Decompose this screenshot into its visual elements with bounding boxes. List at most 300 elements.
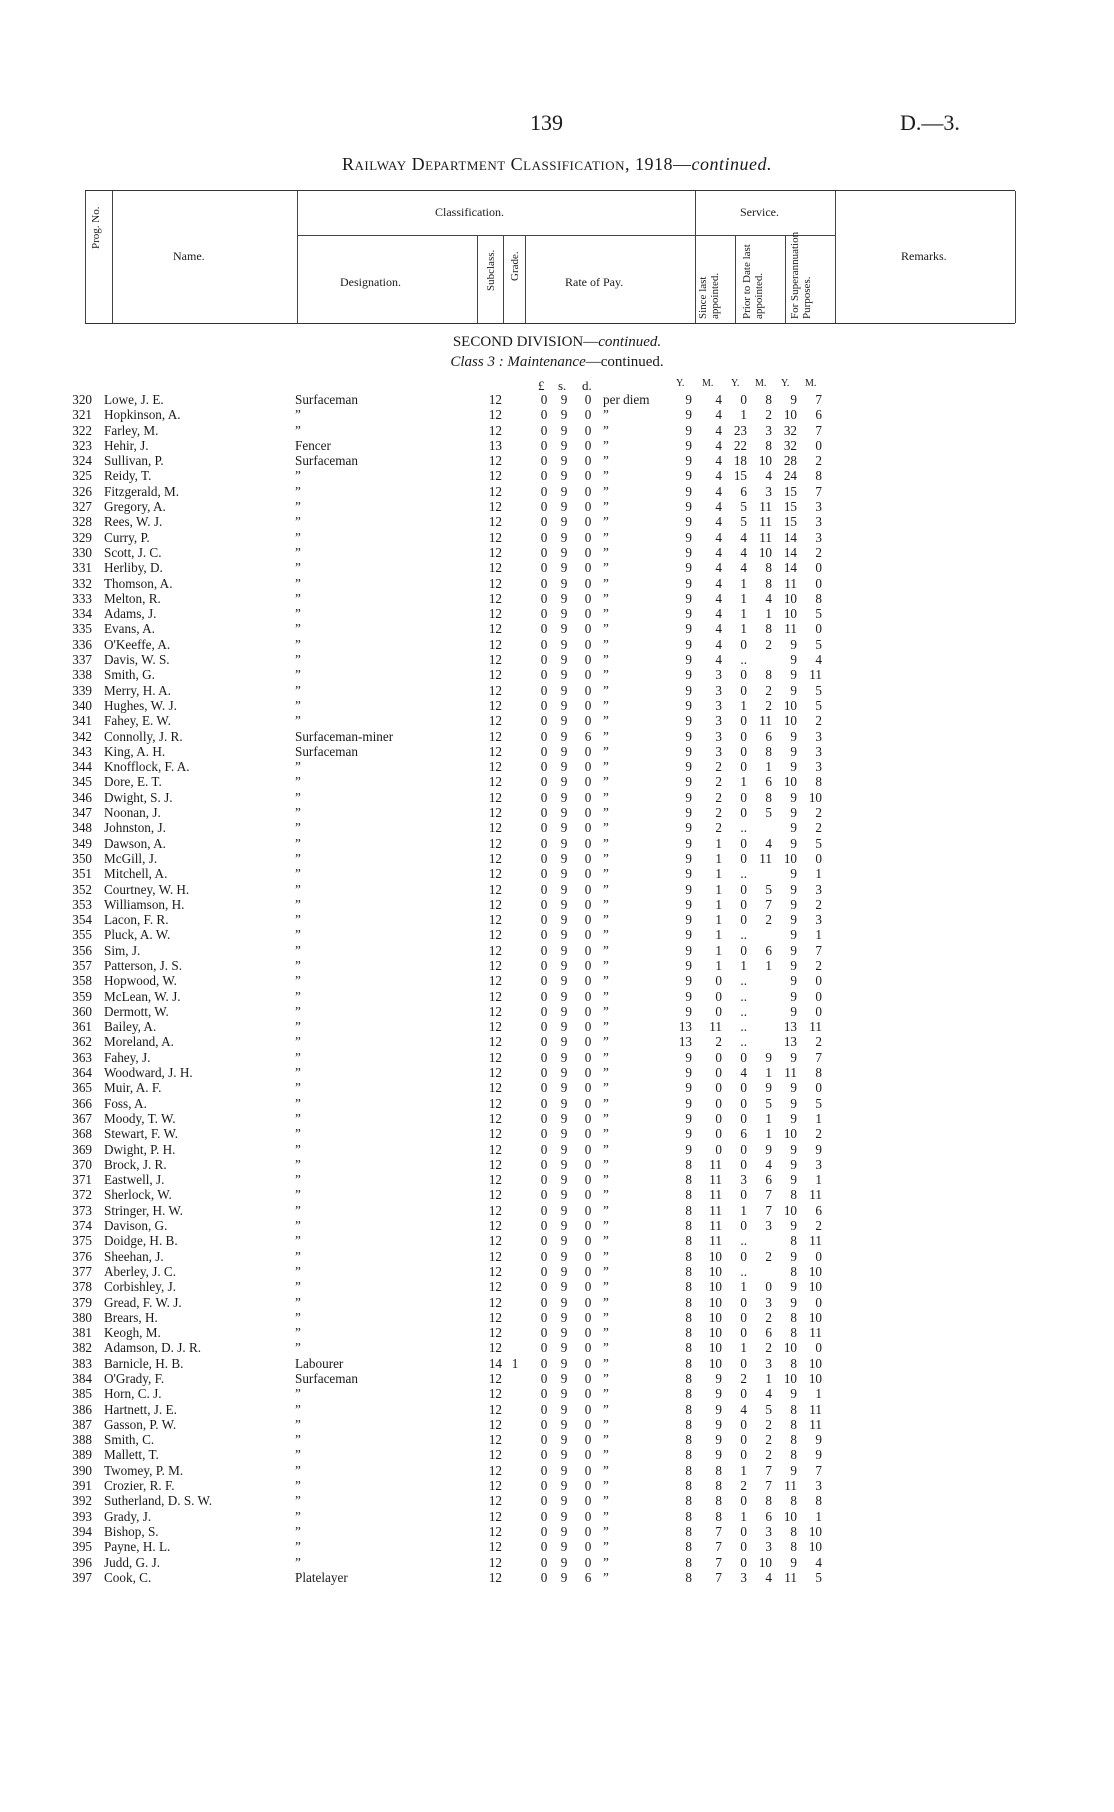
since-last-months: 9 xyxy=(715,1386,722,1402)
subclass: 12 xyxy=(488,942,502,958)
super-years: 10 xyxy=(783,1202,797,1218)
pay-shillings: 9 xyxy=(560,912,568,928)
since-last-months: 2 xyxy=(715,774,722,790)
table-row xyxy=(0,1356,1114,1371)
super-years: 15 xyxy=(783,483,797,499)
prog-no: 321 xyxy=(72,407,92,423)
since-last-months: 4 xyxy=(715,560,722,576)
prior-years: 0 xyxy=(740,713,747,729)
since-last-years: 9 xyxy=(685,422,692,438)
since-last-years: 9 xyxy=(685,881,692,897)
table-row xyxy=(0,1187,1114,1202)
super-months: 0 xyxy=(815,850,822,866)
designation: ” xyxy=(295,1080,301,1096)
pay-shillings: 9 xyxy=(560,1416,568,1432)
pay-shillings: 9 xyxy=(560,1126,568,1142)
pay-pence: 0 xyxy=(584,805,592,821)
prior-years: 22 xyxy=(733,437,747,453)
pay-pounds: 0 xyxy=(540,881,548,897)
super-months: 7 xyxy=(815,1462,822,1478)
prog-no: 354 xyxy=(72,912,92,928)
since-last-years: 9 xyxy=(685,988,692,1004)
pay-pounds: 0 xyxy=(540,912,548,928)
subclass: 12 xyxy=(488,1462,502,1478)
pay-pounds: 0 xyxy=(540,652,548,668)
since-last-years: 9 xyxy=(685,743,692,759)
super-months: 11 xyxy=(809,1325,822,1341)
pay-period: ” xyxy=(603,728,609,744)
pay-period: ” xyxy=(603,468,609,484)
since-last-months: 4 xyxy=(715,499,722,515)
pay-shillings: 9 xyxy=(560,927,568,943)
since-last-years: 9 xyxy=(685,820,692,836)
prior-months: 4 xyxy=(765,835,772,851)
pay-period: ” xyxy=(603,636,609,652)
pay-pounds: 0 xyxy=(540,1126,548,1142)
pay-pence: 0 xyxy=(584,759,592,775)
since-last-months: 3 xyxy=(715,713,722,729)
prior-years: 0 xyxy=(740,1325,747,1341)
super-years: 10 xyxy=(783,1126,797,1142)
table-row xyxy=(0,1019,1114,1034)
since-last-years: 9 xyxy=(685,713,692,729)
pay-shillings: 9 xyxy=(560,1080,568,1096)
subclass: 12 xyxy=(488,1141,502,1157)
pay-period: ” xyxy=(603,881,609,897)
title-continued: continued. xyxy=(691,154,772,174)
since-last-months: 2 xyxy=(715,1034,722,1050)
since-last-years: 9 xyxy=(685,1080,692,1096)
grade: 1 xyxy=(511,1355,519,1371)
designation: ” xyxy=(295,1187,301,1203)
since-last-years: 9 xyxy=(685,697,692,713)
prog-no: 359 xyxy=(72,988,92,1004)
employee-name: Sim, J. xyxy=(104,942,141,958)
prog-no: 393 xyxy=(72,1508,92,1524)
pay-shillings: 9 xyxy=(560,1065,568,1081)
super-years: 9 xyxy=(790,1248,797,1264)
prior-years: 0 xyxy=(740,1386,747,1402)
prior-months: 9 xyxy=(765,1080,772,1096)
table-row xyxy=(0,1126,1114,1141)
subclass: 12 xyxy=(488,621,502,637)
prog-no: 374 xyxy=(72,1218,92,1234)
prog-no: 379 xyxy=(72,1294,92,1310)
designation: ” xyxy=(295,713,301,729)
subclass: 14 xyxy=(488,1355,502,1371)
prior-years: 1 xyxy=(740,1202,747,1218)
prog-no: 360 xyxy=(72,1003,92,1019)
employee-name: Dawson, A. xyxy=(104,835,166,851)
pay-period: ” xyxy=(603,697,609,713)
prior-years: 2 xyxy=(740,1478,747,1494)
subclass: 12 xyxy=(488,1049,502,1065)
prior-months: 11 xyxy=(759,514,772,530)
pay-shillings: 9 xyxy=(560,1539,568,1555)
prog-no: 331 xyxy=(72,560,92,576)
prog-no: 396 xyxy=(72,1554,92,1570)
pay-shillings: 9 xyxy=(560,850,568,866)
pay-pence: 0 xyxy=(584,1172,592,1188)
pay-pence: 0 xyxy=(584,544,592,560)
pay-period: ” xyxy=(603,422,609,438)
table-row xyxy=(0,989,1114,1004)
pay-period: ” xyxy=(603,652,609,668)
since-last-months: 1 xyxy=(715,866,722,882)
prior-months: 7 xyxy=(765,1462,772,1478)
pay-pence: 6 xyxy=(584,1569,592,1585)
designation: ” xyxy=(295,1279,301,1295)
designation: Surfaceman xyxy=(295,453,358,469)
prior-months: 4 xyxy=(765,1156,772,1172)
employee-name: McLean, W. J. xyxy=(104,988,181,1004)
subclass: 12 xyxy=(488,820,502,836)
pay-pence: 0 xyxy=(584,1141,592,1157)
table-row xyxy=(0,1233,1114,1248)
designation: ” xyxy=(295,529,301,545)
since-last-years: 8 xyxy=(685,1371,692,1386)
pay-pounds: 0 xyxy=(540,1554,548,1570)
pay-pounds: 0 xyxy=(540,1279,548,1295)
prior-months: 9 xyxy=(765,1141,772,1157)
pay-period: ” xyxy=(603,606,609,622)
pay-period: ” xyxy=(603,1386,609,1402)
super-months: 8 xyxy=(815,1065,822,1081)
super-months: 3 xyxy=(815,728,822,744)
prog-no: 357 xyxy=(72,957,92,973)
pay-pounds: 0 xyxy=(540,759,548,775)
pay-pounds: 0 xyxy=(540,392,548,407)
table-row xyxy=(0,1310,1114,1325)
prior-months: 8 xyxy=(765,575,772,591)
pay-shillings: 9 xyxy=(560,529,568,545)
pay-pence: 0 xyxy=(584,1294,592,1310)
super-months: 5 xyxy=(815,697,822,713)
super-months: 5 xyxy=(815,1569,822,1585)
prog-no: 363 xyxy=(72,1049,92,1065)
super-months: 10 xyxy=(808,1355,822,1371)
designation: ” xyxy=(295,1218,301,1234)
super-months: 3 xyxy=(815,743,822,759)
pay-pounds: 0 xyxy=(540,1309,548,1325)
employee-name: Davis, W. S. xyxy=(104,652,170,668)
pay-pounds: 0 xyxy=(540,1462,548,1478)
prior-years: 0 xyxy=(740,1110,747,1126)
prog-no: 333 xyxy=(72,590,92,606)
prior-months: 10 xyxy=(758,1554,772,1570)
pay-pounds: 0 xyxy=(540,422,548,438)
super-years: 10 xyxy=(783,697,797,713)
service-header: Service. xyxy=(740,205,779,219)
table-row xyxy=(0,1555,1114,1570)
subclass: 12 xyxy=(488,636,502,652)
pay-pence: 0 xyxy=(584,407,592,423)
pay-shillings: 9 xyxy=(560,774,568,790)
employee-name: Connolly, J. R. xyxy=(104,728,183,744)
subclass: 12 xyxy=(488,514,502,530)
prog-no: 356 xyxy=(72,942,92,958)
employee-name: King, A. H. xyxy=(104,743,166,759)
designation: Platelayer xyxy=(295,1569,348,1585)
prog-no: 395 xyxy=(72,1539,92,1555)
pay-period: ” xyxy=(603,1309,609,1325)
pay-pence: 0 xyxy=(584,697,592,713)
since-last-months: 8 xyxy=(715,1508,722,1524)
super-years: 14 xyxy=(783,529,797,545)
pay-shillings: 9 xyxy=(560,1309,568,1325)
unit-m2: M. xyxy=(755,378,767,389)
super-years: 10 xyxy=(783,590,797,606)
pay-shillings: 9 xyxy=(560,636,568,652)
designation: ” xyxy=(295,1172,301,1188)
since-last-years: 9 xyxy=(685,1065,692,1081)
subclass: 12 xyxy=(488,1371,502,1386)
subclass: 12 xyxy=(488,1187,502,1203)
pay-pence: 0 xyxy=(584,789,592,805)
table-row xyxy=(0,484,1114,499)
table-row xyxy=(0,530,1114,545)
since-last-months: 8 xyxy=(715,1478,722,1494)
prior-years: .. xyxy=(740,1034,747,1050)
pay-shillings: 9 xyxy=(560,743,568,759)
since-last-months: 3 xyxy=(715,667,722,683)
pay-shillings: 9 xyxy=(560,1095,568,1111)
name-header: Name. xyxy=(173,249,205,263)
employee-name: Courtney, W. H. xyxy=(104,881,190,897)
since-last-years: 8 xyxy=(685,1325,692,1341)
prior-years: 0 xyxy=(740,1080,747,1096)
super-months: 3 xyxy=(815,1478,822,1494)
prior-years: 0 xyxy=(740,1049,747,1065)
since-last-years: 9 xyxy=(685,789,692,805)
pay-shillings: 9 xyxy=(560,1554,568,1570)
designation: ” xyxy=(295,774,301,790)
table-row xyxy=(0,683,1114,698)
table-row xyxy=(0,1325,1114,1340)
since-last-months: 10 xyxy=(708,1263,722,1279)
designation: Labourer xyxy=(295,1355,344,1371)
prior-years: 0 xyxy=(740,881,747,897)
table-row xyxy=(0,1157,1114,1172)
pay-pence: 0 xyxy=(584,835,592,851)
pay-period: ” xyxy=(603,1263,609,1279)
super-years: 14 xyxy=(783,544,797,560)
pay-shillings: 9 xyxy=(560,652,568,668)
subclass: 12 xyxy=(488,850,502,866)
super-years: 10 xyxy=(783,1508,797,1524)
employee-name: Smith, C. xyxy=(104,1432,155,1448)
pay-period: ” xyxy=(603,1248,609,1264)
since-last-years: 9 xyxy=(685,805,692,821)
super-years: 9 xyxy=(790,881,797,897)
prior-months: 4 xyxy=(765,1569,772,1585)
pay-pence: 0 xyxy=(584,483,592,499)
employee-name: Evans, A. xyxy=(104,621,155,637)
prog-no: 377 xyxy=(72,1263,92,1279)
super-years: 32 xyxy=(783,422,797,438)
table-row xyxy=(0,1096,1114,1111)
super-years: 9 xyxy=(790,805,797,821)
super-months: 3 xyxy=(815,1156,822,1172)
pay-pence: 0 xyxy=(584,1095,592,1111)
pay-shillings: 9 xyxy=(560,1049,568,1065)
pay-period: ” xyxy=(603,743,609,759)
employee-name: Fahey, E. W. xyxy=(104,713,171,729)
employee-name: Gread, F. W. J. xyxy=(104,1294,182,1310)
pay-pence: 0 xyxy=(584,973,592,989)
table-row xyxy=(0,392,1114,407)
since-last-months: 10 xyxy=(708,1248,722,1264)
subclass: 12 xyxy=(488,1126,502,1142)
prior-years: 0 xyxy=(740,1309,747,1325)
pay-pence: 0 xyxy=(584,667,592,683)
subclass: 12 xyxy=(488,881,502,897)
super-months: 7 xyxy=(815,392,822,407)
pay-period: ” xyxy=(603,789,609,805)
super-years: 9 xyxy=(790,1462,797,1478)
designation: ” xyxy=(295,606,301,622)
prog-no: 328 xyxy=(72,514,92,530)
prior-years: 0 xyxy=(740,1294,747,1310)
designation: ” xyxy=(295,927,301,943)
since-last-years: 8 xyxy=(685,1523,692,1539)
subclass: 12 xyxy=(488,988,502,1004)
pay-pence: 0 xyxy=(584,1279,592,1295)
remarks-header: Remarks. xyxy=(901,249,947,263)
designation: ” xyxy=(295,667,301,683)
prog-no: 351 xyxy=(72,866,92,882)
table-row xyxy=(0,1371,1114,1386)
super-months: 2 xyxy=(815,453,822,469)
pay-shillings: 9 xyxy=(560,1462,568,1478)
super-years: 9 xyxy=(790,820,797,836)
designation: ” xyxy=(295,621,301,637)
pay-pence: 0 xyxy=(584,1386,592,1402)
since-last-months: 1 xyxy=(715,927,722,943)
subclass: 12 xyxy=(488,1569,502,1585)
since-last-years: 9 xyxy=(685,499,692,515)
prior-years: 0 xyxy=(740,912,747,928)
subclass: 12 xyxy=(488,896,502,912)
super-months: 1 xyxy=(815,927,822,943)
prior-months: 8 xyxy=(765,560,772,576)
table-row xyxy=(0,958,1114,973)
pay-pence: 0 xyxy=(584,575,592,591)
pay-pence: 6 xyxy=(584,728,592,744)
pay-pence: 0 xyxy=(584,437,592,453)
employee-name: Williamson, H. xyxy=(104,896,185,912)
designation: ” xyxy=(295,575,301,591)
pay-period: ” xyxy=(603,1187,609,1203)
pay-period: ” xyxy=(603,1294,609,1310)
super-years: 9 xyxy=(790,789,797,805)
prior-years: 0 xyxy=(740,1156,747,1172)
designation: ” xyxy=(295,1049,301,1065)
table-row xyxy=(0,468,1114,483)
prog-no: 364 xyxy=(72,1065,92,1081)
prior-years: .. xyxy=(740,866,747,882)
pay-pounds: 0 xyxy=(540,1371,548,1386)
employee-name: Merry, H. A. xyxy=(104,682,171,698)
prior-months: 11 xyxy=(759,529,772,545)
prog-no: 368 xyxy=(72,1126,92,1142)
pay-pounds: 0 xyxy=(540,590,548,606)
prior-years: 0 xyxy=(740,1447,747,1463)
designation: ” xyxy=(295,1019,301,1035)
subclass: 12 xyxy=(488,1386,502,1402)
pay-pounds: 0 xyxy=(540,973,548,989)
designation: ” xyxy=(295,942,301,958)
super-years: 9 xyxy=(790,1110,797,1126)
pay-shillings: 9 xyxy=(560,682,568,698)
since-last-months: 4 xyxy=(715,422,722,438)
pay-shillings: 9 xyxy=(560,1523,568,1539)
table-row xyxy=(0,1402,1114,1417)
pay-shillings: 9 xyxy=(560,453,568,469)
pay-period: ” xyxy=(603,1432,609,1448)
designation: ” xyxy=(295,1340,301,1356)
table-row xyxy=(0,1264,1114,1279)
prior-years: .. xyxy=(740,1019,747,1035)
table-row xyxy=(0,514,1114,529)
subclass: 12 xyxy=(488,1248,502,1264)
subclass: 12 xyxy=(488,759,502,775)
designation: ” xyxy=(295,1294,301,1310)
subclass: 12 xyxy=(488,1309,502,1325)
pay-shillings: 9 xyxy=(560,1187,568,1203)
unit-y2: Y. xyxy=(731,378,740,389)
pay-pounds: 0 xyxy=(540,468,548,484)
since-last-years: 9 xyxy=(685,850,692,866)
pay-shillings: 9 xyxy=(560,1340,568,1356)
table-row xyxy=(0,1417,1114,1432)
subclass: 12 xyxy=(488,1218,502,1234)
subclass: 12 xyxy=(488,1432,502,1448)
since-last-months: 1 xyxy=(715,881,722,897)
table-row xyxy=(0,851,1114,866)
since-last-header: Since last appointed. xyxy=(697,272,721,319)
pay-shillings: 9 xyxy=(560,1432,568,1448)
super-years: 11 xyxy=(784,621,797,637)
prior-to-header: Prior to Date last appointed. xyxy=(741,244,765,319)
subclass: 12 xyxy=(488,1294,502,1310)
subclass: 12 xyxy=(488,1110,502,1126)
pay-period: ” xyxy=(603,1416,609,1432)
subclass: 12 xyxy=(488,1202,502,1218)
pay-shillings: 9 xyxy=(560,1447,568,1463)
employee-name: Sullivan, P. xyxy=(104,453,164,469)
table-row xyxy=(0,1539,1114,1554)
prior-years: 0 xyxy=(740,1248,747,1264)
pay-pence: 0 xyxy=(584,713,592,729)
since-last-months: 10 xyxy=(708,1294,722,1310)
since-last-months: 7 xyxy=(715,1523,722,1539)
division-label: SECOND DIVISION— xyxy=(452,334,599,350)
employee-name: Corbishley, J. xyxy=(104,1279,177,1295)
pay-period: ” xyxy=(603,1019,609,1035)
pay-pence: 0 xyxy=(584,912,592,928)
super-months: 4 xyxy=(815,652,822,668)
subclass: 12 xyxy=(488,1478,502,1494)
prior-months: 2 xyxy=(765,1432,772,1448)
subclass: 12 xyxy=(488,1279,502,1295)
since-last-months: 4 xyxy=(715,453,722,469)
table-row xyxy=(0,866,1114,881)
since-last-years: 8 xyxy=(685,1386,692,1402)
since-last-months: 7 xyxy=(715,1539,722,1555)
employee-name: Patterson, J. S. xyxy=(104,957,183,973)
pay-pounds: 0 xyxy=(540,499,548,515)
